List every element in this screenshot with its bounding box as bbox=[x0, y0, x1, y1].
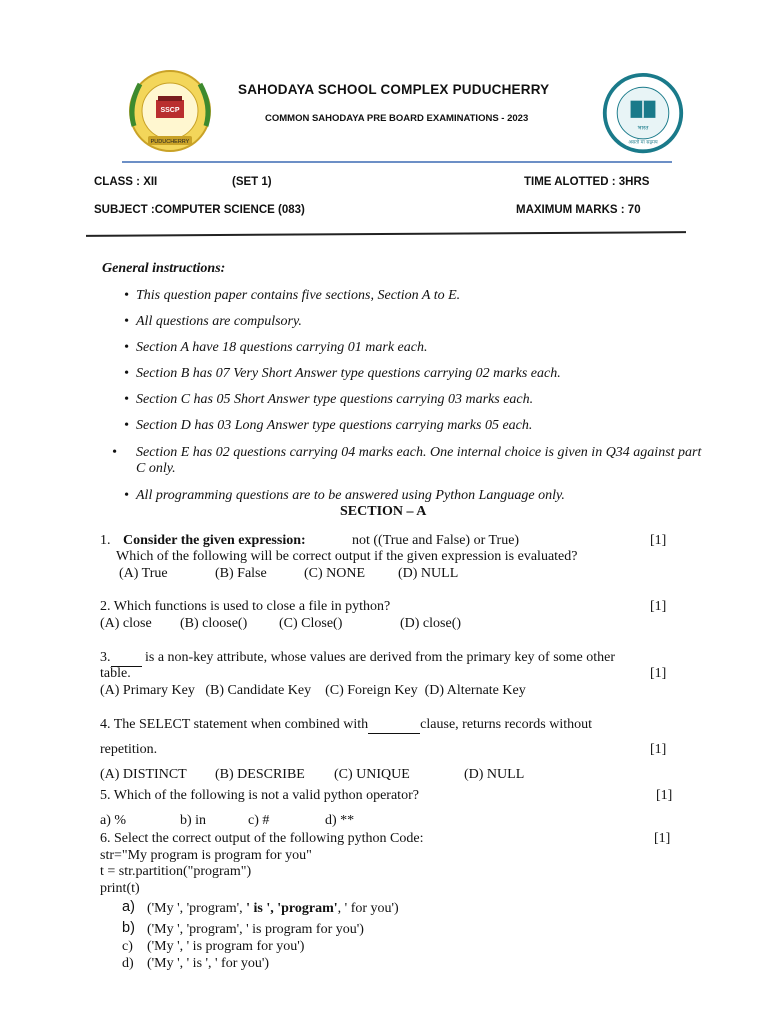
q6-option-a-label: a) bbox=[122, 899, 135, 915]
set-label: (SET 1) bbox=[232, 176, 272, 188]
instruction-item: • Section A have 18 questions carrying 01 mark each. bbox=[124, 340, 428, 355]
instruction-item: • Section D has 03 Long Answer type questions carrying marks 05 each. bbox=[124, 418, 533, 433]
q4-option: (D) NULL bbox=[464, 767, 525, 782]
q6-option-c-label: c) bbox=[122, 939, 133, 954]
q1-lead: Consider the given expression: bbox=[123, 533, 306, 548]
instructions-title: General instructions: bbox=[102, 261, 226, 276]
q6-option-d-label: d) bbox=[122, 956, 134, 971]
q1-option: (B) False bbox=[215, 566, 267, 581]
q1-option: (D) NULL bbox=[398, 566, 459, 581]
q5-option: c) # bbox=[248, 813, 270, 828]
q6-option-c: ('My ', ' is program for you') bbox=[147, 939, 305, 954]
header-divider bbox=[122, 161, 672, 163]
q4-line bbox=[100, 717, 592, 734]
q4-mark: [1] bbox=[650, 742, 667, 757]
q5-option: d) ** bbox=[325, 813, 355, 828]
q2-option: (A) close bbox=[100, 616, 152, 631]
instruction-item: • Section B has 07 Very Short Answer type questions carrying 02 marks each. bbox=[124, 366, 561, 381]
instruction-item: • This question paper contains five sections, Section A to E. bbox=[124, 288, 461, 303]
q6-option-b: ('My ', 'program', ' is program for you') bbox=[147, 922, 364, 937]
q1-text: Which of the following will be correct output if the given expression is evaluated? bbox=[116, 549, 578, 564]
instruction-item: • All programming questions are to be answered using Python Language only. bbox=[124, 488, 565, 503]
q2-option: (D) close() bbox=[400, 616, 462, 631]
q6-mark: [1] bbox=[654, 831, 671, 846]
q5-mark: [1] bbox=[656, 788, 673, 803]
subject-label: SUBJECT :COMPUTER SCIENCE (083) bbox=[94, 204, 305, 216]
q6-code-line: str="My program is program for you" bbox=[100, 848, 312, 863]
q2-mark: [1] bbox=[650, 599, 667, 614]
q4-text2: repetition. bbox=[100, 742, 158, 757]
q6-code-line: print(t) bbox=[100, 881, 140, 896]
q3-line bbox=[100, 650, 615, 667]
time-label: TIME ALOTTED : 3HRS bbox=[524, 176, 650, 188]
q5-option: a) % bbox=[100, 813, 127, 828]
logo-badge: SSCP bbox=[160, 107, 180, 114]
meta-divider bbox=[86, 231, 686, 236]
q6-option-b-label: b) bbox=[122, 920, 135, 936]
q4-option: (A) DISTINCT bbox=[100, 767, 187, 782]
instruction-item: • Section C has 05 Short Answer type questions carrying 03 marks each. bbox=[124, 392, 534, 407]
q3-blank bbox=[111, 650, 142, 667]
instruction-item: • All questions are compulsory. bbox=[124, 314, 302, 329]
q2-option: (B) cloose() bbox=[180, 616, 248, 631]
school-name: SAHODAYA SCHOOL COMPLEX PUDUCHERRY bbox=[238, 82, 550, 97]
q1-mark: [1] bbox=[650, 533, 667, 548]
q3-options: (A) Primary Key (B) Candidate Key (C) Foreign Key (D) Alternate Key bbox=[100, 683, 526, 698]
q4-blank bbox=[368, 717, 420, 734]
instruction-item: • Section E has 02 questions carrying 04 marks each. One internal choice is given in Q34 against part C only. bbox=[112, 445, 702, 476]
q2-text: 2. Which functions is used to close a file in python? bbox=[100, 599, 391, 614]
sahodaya-logo bbox=[120, 66, 220, 171]
class-label: CLASS : XII bbox=[94, 176, 158, 188]
section-heading: SECTION – A bbox=[340, 504, 427, 519]
q6-option-d: ('My ', ' is ', ' for you') bbox=[147, 956, 270, 971]
q3-text: is a non-key attribute, whose values are derived from the primary key of some other bbox=[141, 650, 616, 665]
q3-number: 3. bbox=[100, 650, 111, 665]
cbse-logo bbox=[598, 72, 688, 163]
q5-option: b) in bbox=[180, 813, 207, 828]
q3-mark: [1] bbox=[650, 666, 667, 681]
exam-title: COMMON SAHODAYA PRE BOARD EXAMINATIONS - 2023 bbox=[265, 113, 529, 124]
q5-text: 5. Which of the following is not a valid python operator? bbox=[100, 788, 419, 803]
q4-option: (B) DESCRIBE bbox=[215, 767, 305, 782]
q4-text-b: clause, returns records without bbox=[420, 717, 593, 732]
max-marks-label: MAXIMUM MARKS : 70 bbox=[516, 204, 641, 216]
q3-text2: table. bbox=[100, 666, 131, 681]
q2-option: (C) Close() bbox=[279, 616, 343, 631]
q4-option: (C) UNIQUE bbox=[334, 767, 410, 782]
cbse-motto: असतो मा सद्गमय bbox=[628, 140, 658, 146]
q1-option: (C) NONE bbox=[304, 566, 366, 581]
cbse-bharat: भारत bbox=[637, 125, 649, 132]
q4-text-a: 4. The SELECT statement when combined with bbox=[100, 717, 369, 732]
q1-option: (A) True bbox=[119, 566, 168, 581]
q6-text: 6. Select the correct output of the following python Code: bbox=[100, 831, 424, 846]
q1-number: 1. bbox=[100, 533, 111, 548]
logo-ribbon: PUDUCHERRY bbox=[150, 139, 190, 145]
q6-option-a: ('My ', 'program', ' is ', 'program', ' for you') bbox=[147, 901, 399, 916]
q1-expression: not ((True and False) or True) bbox=[352, 533, 520, 548]
q6-code-line: t = str.partition("program") bbox=[100, 864, 252, 879]
